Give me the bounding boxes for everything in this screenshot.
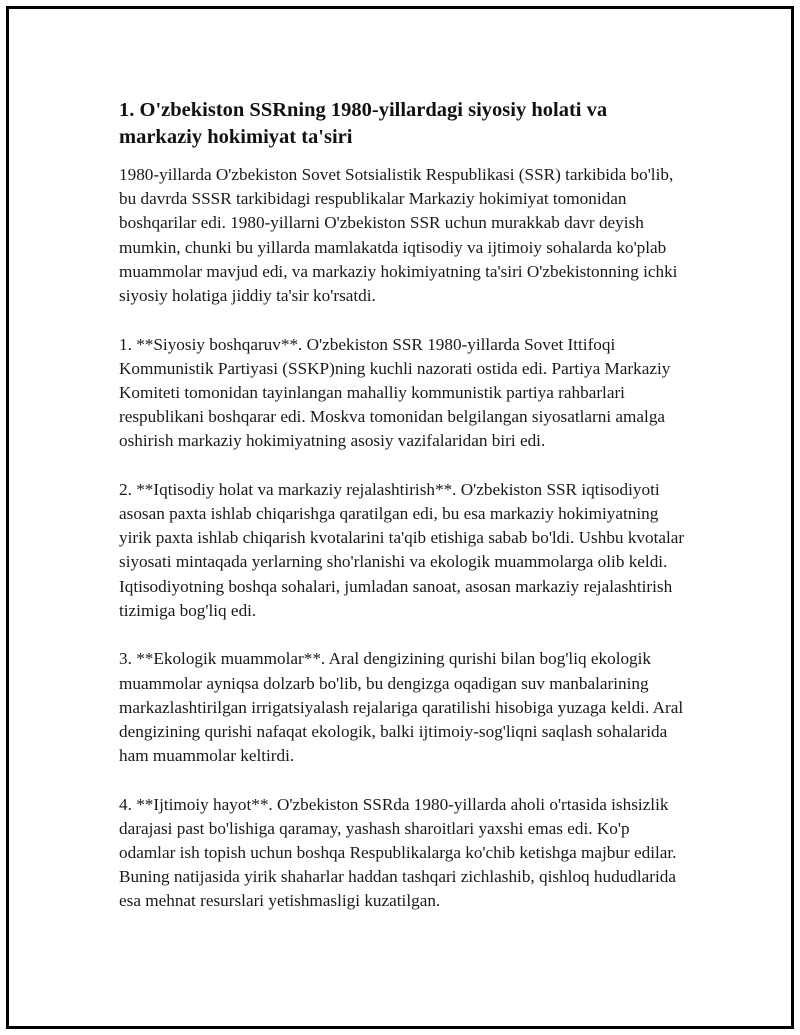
document-title: 1. O'zbekiston SSRning 1980-yillardagi siyosiy holati va markaziy hokimiyat ta'siri <box>119 99 608 148</box>
document-body <box>119 97 689 938</box>
intro-paragraph: 1980-yillarda O'zbekiston Sovet Sotsialistik Respublikasi (SSR) tarkibida bo'lib, bu davrda SSSR tarkibidagi respublikalar Markaziy hokimiyat tomonidan boshqarilar edi. 1980-yillarni O'zbekiston SSR uchun murakkab davr deyish mumkin, chunki bu yillarda mamlakatda iqtisodiy va ijtimoiy sohalarda ko'plab muammolar mavjud edi, va markaziy hokimiyatning ta'siri O'zbekistonning ichki siyosiy holatiga jiddiy ta'sir ko'rsatdi. <box>119 165 678 306</box>
paragraph-political-governance: 1. **Siyosiy boshqaruv**. O'zbekiston SSR 1980-yillarda Sovet Ittifoqi Kommunistik Partiyasi (SSKP)ning kuchli nazorati ostida edi. Partiya Markaziy Komiteti tomonidan tayinlangan mahalliy kommunistik partiya rahbarlari respublikani boshqarar edi. Moskva tomonidan belgilangan siyosatlarni amalga oshirish markaziy hokimiyatning asosiy vazifalaridan biri edi. <box>119 334 671 451</box>
paragraph-ecological-problems: 3. **Ekologik muammolar**. Aral dengizining qurishi bilan bog'liq ekologik muammolar ayniqsa dolzarb bo'lib, bu dengizga oqadigan suv manbalarining markazlashtirilgan irrigatsiyalash rejalariga qaratilishi hisobiga yuzaga keldi. Aral dengizining qurishi nafaqat ekologik, balki ijtimoiy-sog'liqni saqlash sohalarida ham muammolar keltirdi. <box>119 649 684 766</box>
page-frame <box>6 6 794 1029</box>
paragraph-social-life: 4. **Ijtimoiy hayot**. O'zbekiston SSRda 1980-yillarda aholi o'rtasida ishsizlik darajasi past bo'lishiga qaramay, yashash sharoitlari yaxshi emas edi. Ko'p odamlar ish topish uchun boshqa Respublikalarga ko'chib ketishga majbur edilar. Buning natijasida yirik shaharlar haddan tashqari zichlashib, qishloq hududlarida esa mehnat resurslari yetishmasligi kuzatilgan. <box>119 794 677 911</box>
paragraph-economic-planning: 2. **Iqtisodiy holat va markaziy rejalashtirish**. O'zbekiston SSR iqtisodiyoti asosan paxta ishlab chiqarishga qaratilgan edi, bu esa markaziy hokimiyatning yirik paxta ishlab chiqarish kvotalarini ta'qib etishiga sabab bo'ldi. Ushbu kvotalar siyosati mintaqada yerlarning sho'rlanishi va ekologik muammolarga olib keldi. Iqtisodiyotning boshqa sohalari, jumladan sanoat, asosan markaziy rejalashtirish tizimiga bog'liq edi. <box>119 479 685 620</box>
